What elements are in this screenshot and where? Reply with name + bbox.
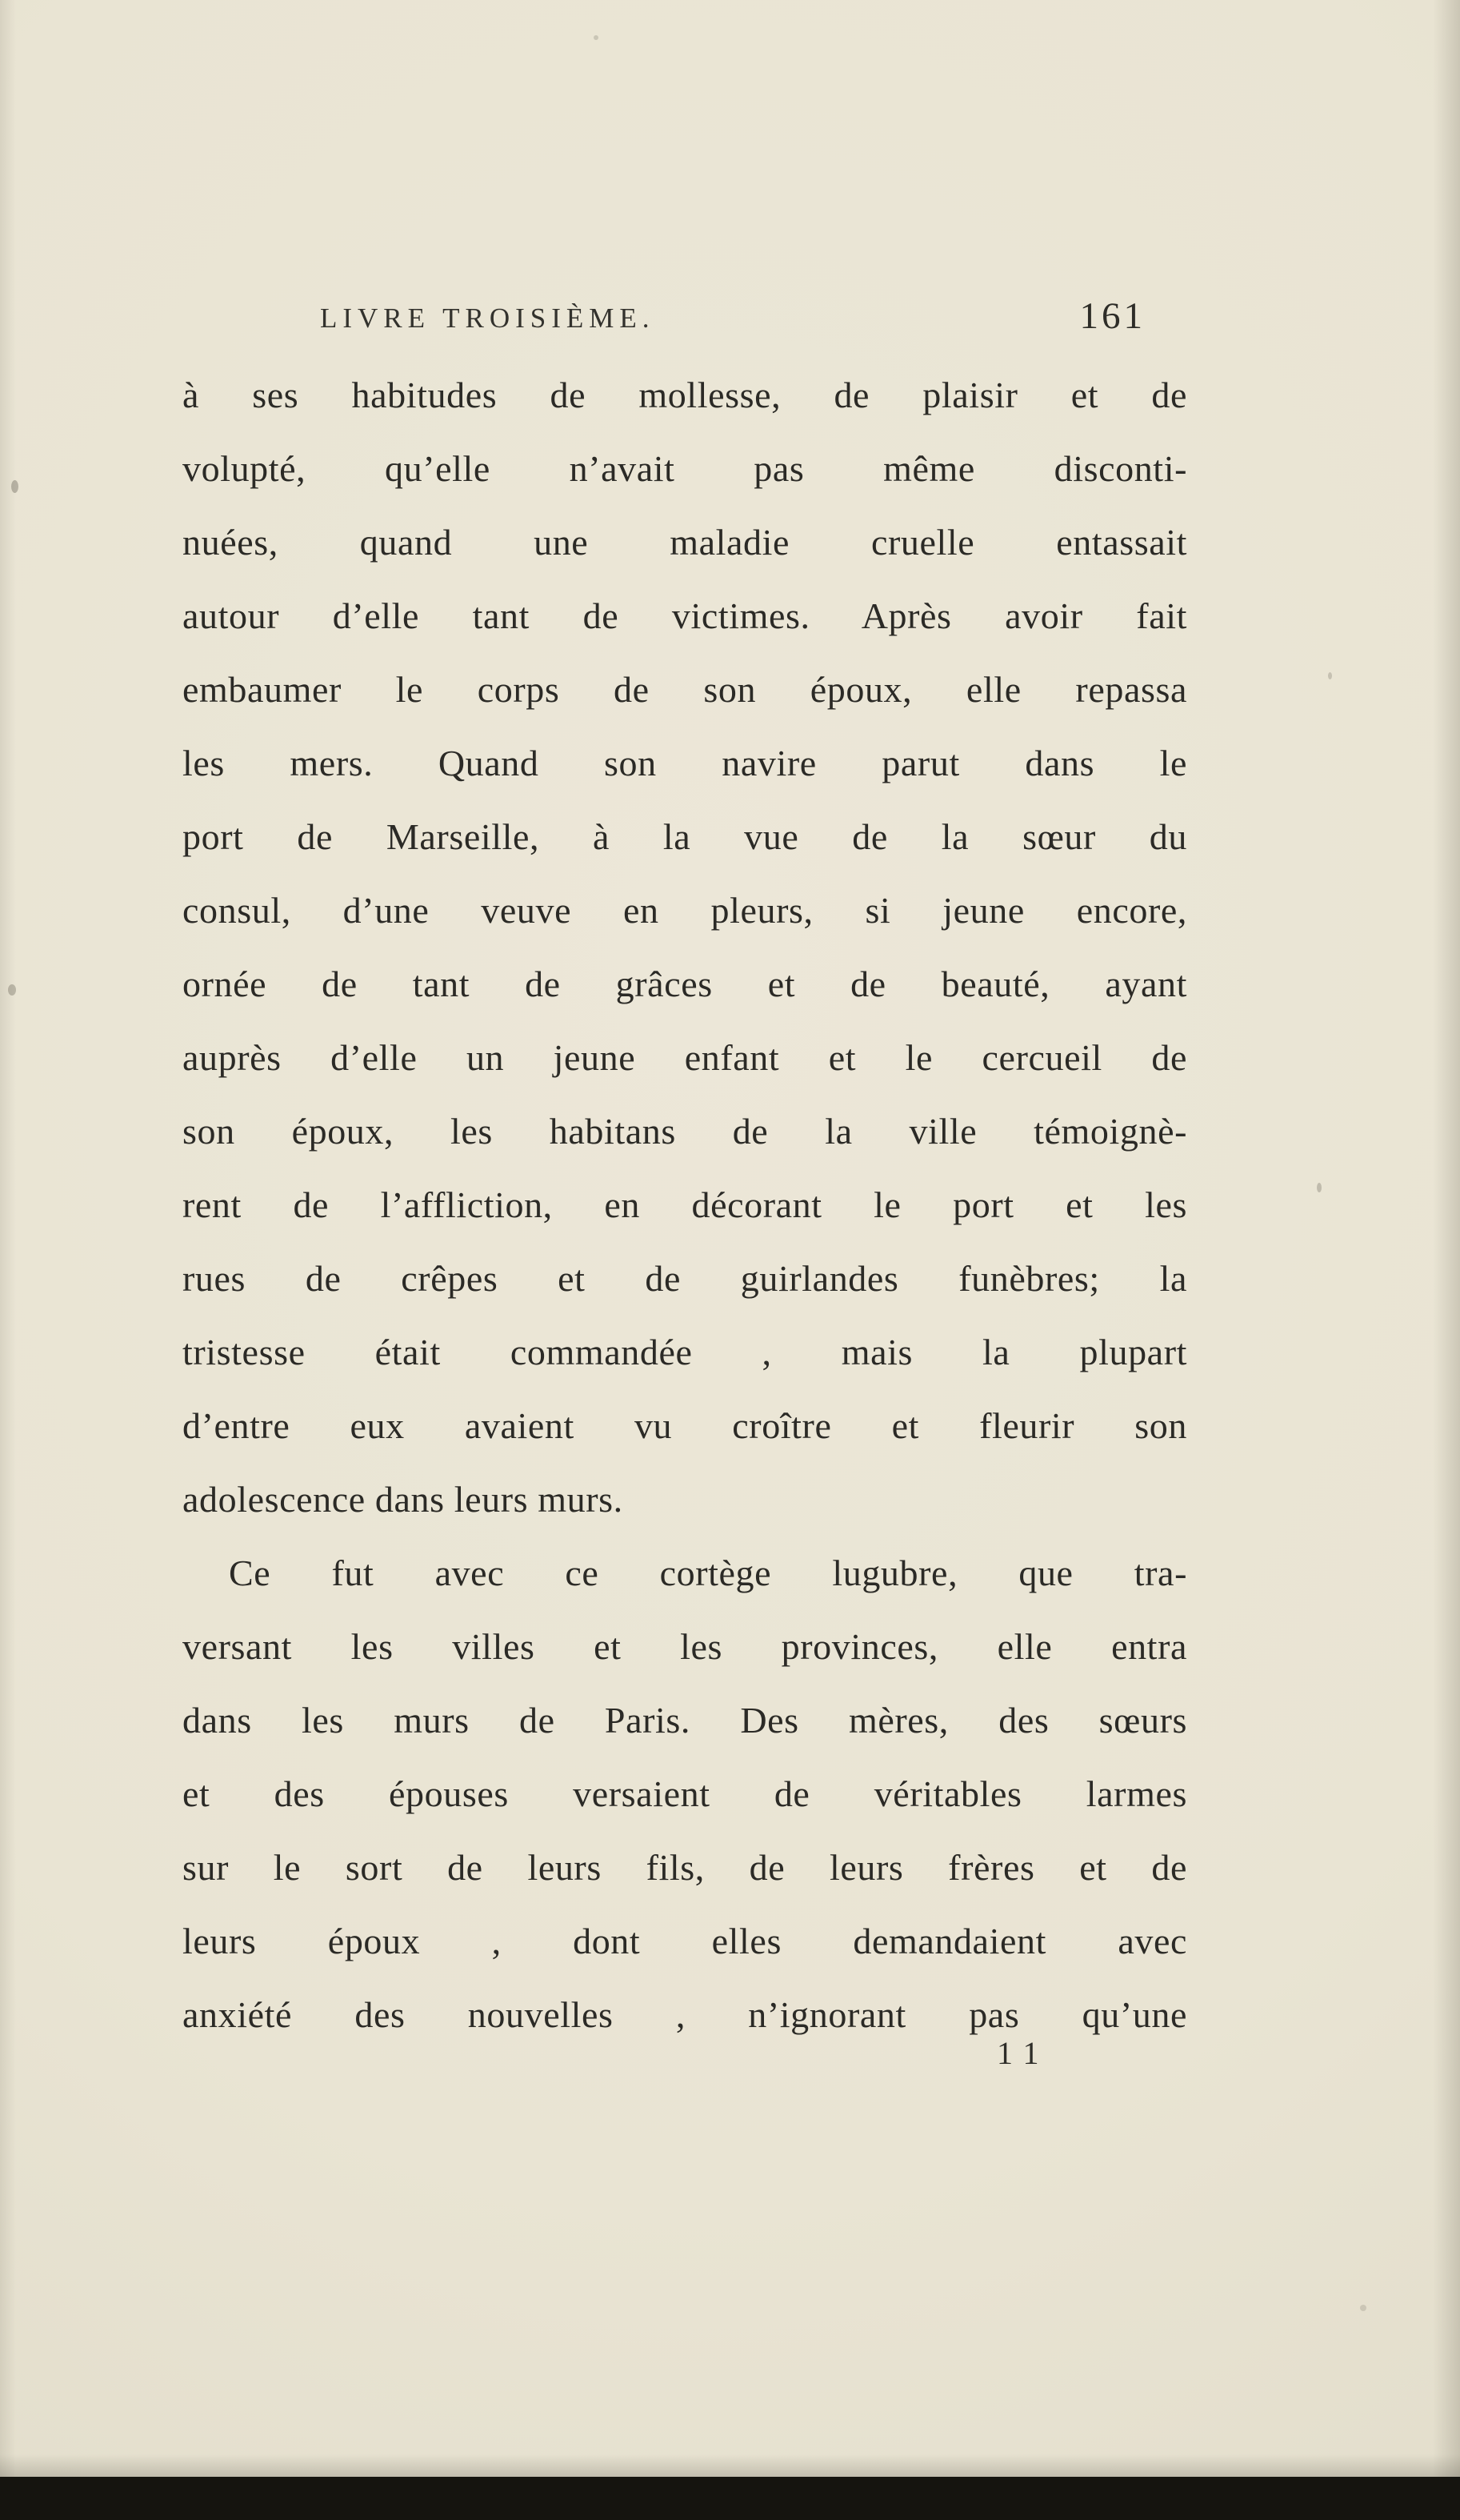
text-line: d’entre eux avaient vu croître et fleurir son	[182, 1405, 1187, 1446]
ink-speck	[11, 480, 18, 493]
text-line: dans les murs de Paris. Des mères, des sœurs	[182, 1700, 1187, 1741]
text-line: Ce fut avec ce cortège lugubre, que tra-	[229, 1552, 1187, 1593]
text-line: autour d’elle tant de victimes. Après avoir fait	[182, 595, 1187, 636]
ink-speck	[1328, 672, 1332, 679]
text-line: versant les villes et les provinces, elle entra	[182, 1626, 1187, 1667]
scan-bottom-edge	[0, 2477, 1460, 2520]
signature-mark: 11	[997, 2035, 1050, 2071]
text-line: ornée de tant de grâces et de beauté, ayant	[182, 964, 1187, 1004]
text-line: volupté, qu’elle n’avait pas même disconti-	[182, 448, 1187, 489]
text-line: sur le sort de leurs fils, de leurs frères et de	[182, 1847, 1187, 1888]
page-bottom-shadow	[0, 2454, 1460, 2478]
ink-speck	[594, 35, 598, 40]
text-line: et des épouses versaient de véritables larmes	[182, 1773, 1187, 1814]
text-line: embaumer le corps de son époux, elle repassa	[182, 669, 1187, 710]
running-head	[182, 295, 1187, 344]
text-line: port de Marseille, à la vue de la sœur du	[182, 816, 1187, 857]
page-left-edge-shadow	[0, 0, 16, 2520]
page-number: 161	[1079, 295, 1146, 337]
text-line: consul, d’une veuve en pleurs, si jeune encore,	[182, 890, 1187, 931]
page-right-edge-shadow	[1433, 0, 1460, 2520]
text-line: les mers. Quand son navire parut dans le	[182, 743, 1187, 783]
text-line: à ses habitudes de mollesse, de plaisir et de	[182, 375, 1187, 415]
ink-speck	[8, 984, 16, 996]
ink-speck	[1360, 2305, 1366, 2311]
text-line: anxiété des nouvelles , n’ignorant pas qu’une	[182, 1994, 1187, 2035]
text-lines	[182, 359, 1187, 2052]
text-line: auprès d’elle un jeune enfant et le cercueil de	[182, 1037, 1187, 1078]
text-line: rues de crêpes et de guirlandes funèbres; la	[182, 1258, 1187, 1299]
text-line: son époux, les habitans de la ville témoignè-	[182, 1111, 1187, 1152]
text-block	[182, 295, 1187, 2052]
text-line: rent de l’affliction, en décorant le port et les	[182, 1184, 1187, 1225]
text-line: tristesse était commandée , mais la plupart	[182, 1332, 1187, 1372]
running-head-title: LIVRE TROISIÈME.	[320, 302, 655, 334]
text-line: nuées, quand une maladie cruelle entassait	[182, 522, 1187, 563]
text-line: leurs époux , dont elles demandaient avec	[182, 1921, 1187, 1961]
ink-speck	[1317, 1183, 1322, 1192]
text-line: adolescence dans leurs murs.	[182, 1479, 623, 1520]
